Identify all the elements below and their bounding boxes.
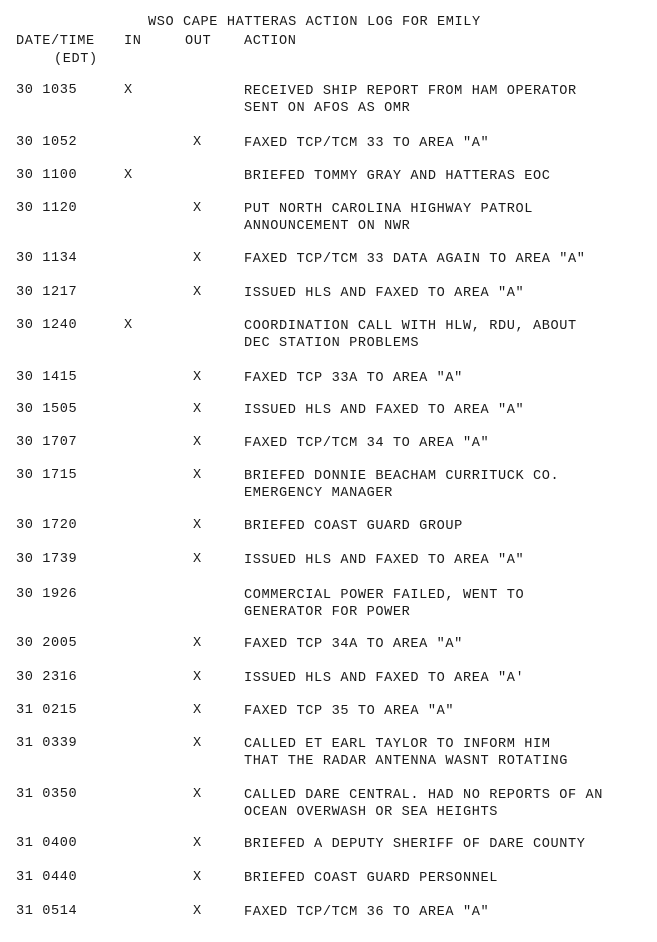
entry-action-line: ISSUED HLS AND FAXED TO AREA "A" <box>244 403 525 418</box>
entry-action-line: OCEAN OVERWASH OR SEA HEIGHTS <box>244 805 498 820</box>
entry-action-line: ANNOUNCEMENT ON NWR <box>244 219 411 234</box>
entry-out-mark: X <box>193 836 202 851</box>
date-time-header: DATE/TIME <box>16 34 95 49</box>
entry-out-mark: X <box>193 904 202 919</box>
in-header: IN <box>124 34 142 49</box>
entry-action-line: ISSUED HLS AND FAXED TO AREA "A' <box>244 671 525 686</box>
entry-date-time: 30 1926 <box>16 587 78 602</box>
entry-date-time: 30 1120 <box>16 201 78 216</box>
entry-action-line: BRIEFED TOMMY GRAY AND HATTERAS EOC <box>244 169 551 184</box>
entry-date-time: 30 1217 <box>16 285 78 300</box>
entry-action-line: BRIEFED COAST GUARD PERSONNEL <box>244 871 498 886</box>
entry-action <box>244 587 524 621</box>
entry-date-time: 30 1035 <box>16 83 78 98</box>
entry-out-mark: X <box>193 552 202 567</box>
entry-action-line: BRIEFED COAST GUARD GROUP <box>244 519 463 534</box>
entry-date-time: 30 2316 <box>16 670 78 685</box>
entry-date-time: 30 1707 <box>16 435 78 450</box>
entry-out-mark: X <box>193 201 202 216</box>
entry-action-line: CALLED ET EARL TAYLOR TO INFORM HIM <box>244 737 551 752</box>
entry-out-mark: X <box>193 636 202 651</box>
entry-action <box>244 83 577 117</box>
entry-date-time: 30 1240 <box>16 318 78 333</box>
entry-in-mark: X <box>124 83 133 98</box>
entry-out-mark: X <box>193 251 202 266</box>
entry-action <box>244 736 568 770</box>
entry-action-line: SENT ON AFOS AS OMR <box>244 101 411 116</box>
entry-action-line: COMMERCIAL POWER FAILED, WENT TO <box>244 588 525 603</box>
action-header: ACTION <box>244 34 297 49</box>
entry-action-line: FAXED TCP 35 TO AREA "A" <box>244 704 455 719</box>
entry-date-time: 31 0440 <box>16 870 78 885</box>
entry-action <box>244 201 533 235</box>
entry-action-line: FAXED TCP/TCM 33 TO AREA "A" <box>244 136 490 151</box>
entry-out-mark: X <box>193 435 202 450</box>
out-header: OUT <box>185 34 212 49</box>
log-title: WSO CAPE HATTERAS ACTION LOG FOR EMILY <box>148 15 481 30</box>
entry-action-line: DEC STATION PROBLEMS <box>244 336 420 351</box>
entry-action-line: FAXED TCP/TCM 34 TO AREA "A" <box>244 436 490 451</box>
entry-date-time: 31 0400 <box>16 836 78 851</box>
entry-action <box>244 670 524 687</box>
entry-out-mark: X <box>193 870 202 885</box>
entry-date-time: 31 0339 <box>16 736 78 751</box>
entry-action-line: RECEIVED SHIP REPORT FROM HAM OPERATOR <box>244 84 577 99</box>
entry-out-mark: X <box>193 468 202 483</box>
entry-out-mark: X <box>193 518 202 533</box>
entry-out-mark: X <box>193 370 202 385</box>
entry-action-line: BRIEFED A DEPUTY SHERIFF OF DARE COUNTY <box>244 837 586 852</box>
edt-header: (EDT) <box>54 52 98 67</box>
entry-action-line: ISSUED HLS AND FAXED TO AREA "A" <box>244 286 525 301</box>
entry-action-line: COORDINATION CALL WITH HLW, RDU, ABOUT <box>244 319 577 334</box>
entry-action <box>244 370 463 387</box>
entry-date-time: 30 1720 <box>16 518 78 533</box>
entry-date-time: 30 1415 <box>16 370 78 385</box>
entry-action <box>244 285 524 302</box>
entry-out-mark: X <box>193 670 202 685</box>
entry-out-mark: X <box>193 787 202 802</box>
entry-date-time: 30 1739 <box>16 552 78 567</box>
entry-action-line: ISSUED HLS AND FAXED TO AREA "A" <box>244 553 525 568</box>
entry-action <box>244 904 489 921</box>
entry-date-time: 31 0350 <box>16 787 78 802</box>
entry-action <box>244 318 577 352</box>
entry-action-line: PUT NORTH CAROLINA HIGHWAY PATROL <box>244 202 533 217</box>
entry-action <box>244 703 454 720</box>
entry-action-line: FAXED TCP 33A TO AREA "A" <box>244 371 463 386</box>
entry-action-line: FAXED TCP/TCM 33 DATA AGAIN TO AREA "A" <box>244 252 586 267</box>
entry-date-time: 30 1134 <box>16 251 78 266</box>
entry-out-mark: X <box>193 285 202 300</box>
entry-date-time: 31 0215 <box>16 703 78 718</box>
entry-action-line: THAT THE RADAR ANTENNA WASNT ROTATING <box>244 754 569 769</box>
entry-action <box>244 251 586 268</box>
entry-action <box>244 135 489 152</box>
entry-action <box>244 870 498 887</box>
entry-in-mark: X <box>124 168 133 183</box>
entry-out-mark: X <box>193 736 202 751</box>
entry-date-time: 30 2005 <box>16 636 78 651</box>
entry-action-line: GENERATOR FOR POWER <box>244 605 411 620</box>
entry-date-time: 30 1100 <box>16 168 78 183</box>
entry-action <box>244 518 463 535</box>
entry-out-mark: X <box>193 703 202 718</box>
entry-date-time: 30 1505 <box>16 402 78 417</box>
entry-action <box>244 168 551 185</box>
entry-action-line: CALLED DARE CENTRAL. HAD NO REPORTS OF AN <box>244 788 604 803</box>
entry-out-mark: X <box>193 135 202 150</box>
entry-action <box>244 787 603 821</box>
entry-action <box>244 468 559 502</box>
entry-action <box>244 402 524 419</box>
entry-date-time: 31 0514 <box>16 904 78 919</box>
entry-action-line: BRIEFED DONNIE BEACHAM CURRITUCK CO. <box>244 469 560 484</box>
entry-action <box>244 552 524 569</box>
entry-action-line: EMERGENCY MANAGER <box>244 486 393 501</box>
entry-in-mark: X <box>124 318 133 333</box>
entry-action <box>244 836 586 853</box>
entry-action <box>244 435 489 452</box>
entry-action <box>244 636 463 653</box>
entry-action-line: FAXED TCP 34A TO AREA "A" <box>244 637 463 652</box>
entry-action-line: FAXED TCP/TCM 36 TO AREA "A" <box>244 905 490 920</box>
entry-out-mark: X <box>193 402 202 417</box>
entry-date-time: 30 1715 <box>16 468 78 483</box>
entry-date-time: 30 1052 <box>16 135 78 150</box>
